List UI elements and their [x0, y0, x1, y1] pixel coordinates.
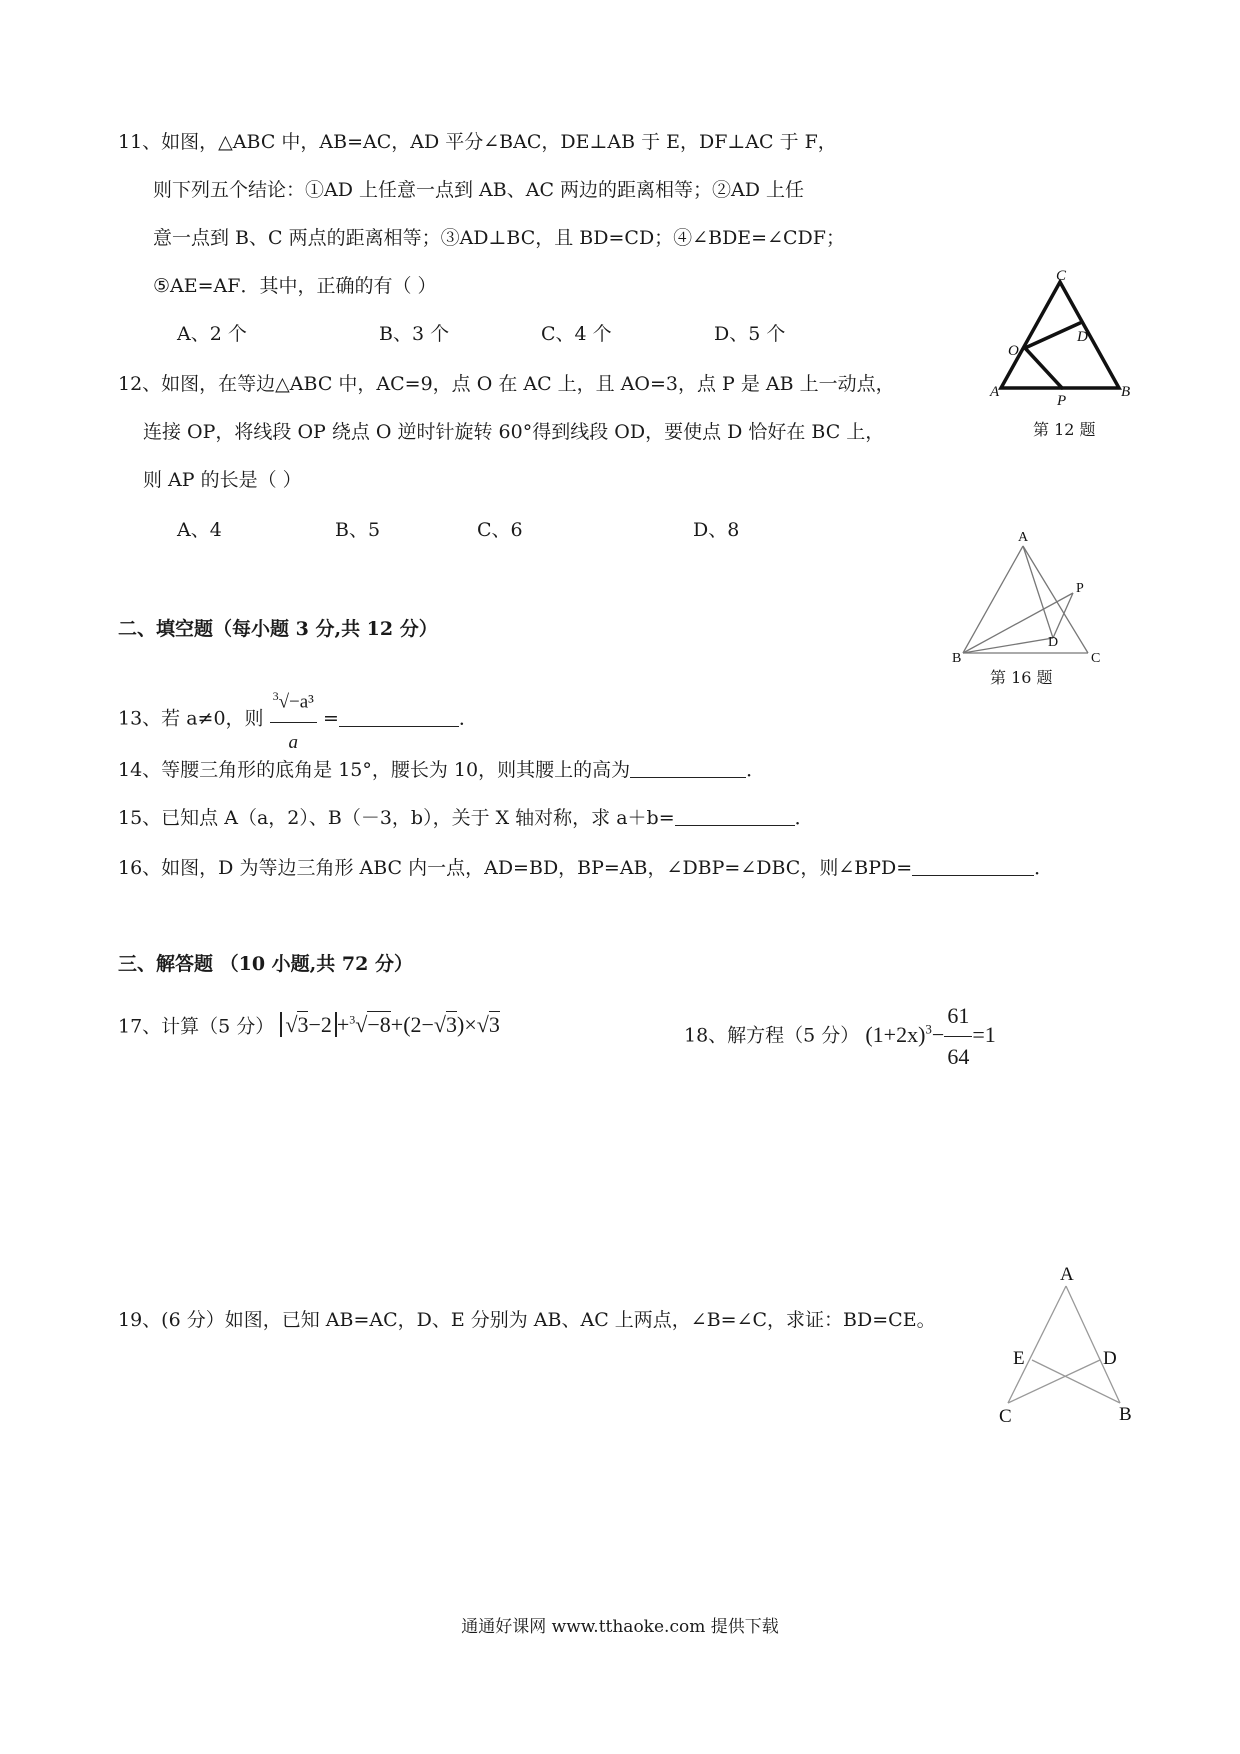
q12-option-a: A、4	[177, 519, 222, 541]
segment-ab	[1066, 1286, 1120, 1403]
q11-line4: ⑤AE=AF．其中，正确的有（ ）	[153, 275, 437, 297]
q11-option-a: A、2 个	[177, 323, 247, 345]
q12-option-d: D、8	[693, 519, 740, 541]
label-o: O	[1008, 343, 1019, 359]
q13-prefix: 13、若 a≠0，则	[118, 707, 264, 730]
label-c: C	[999, 1406, 1012, 1427]
label-a: A	[990, 384, 1000, 400]
q11-line2: 则下列五个结论：①AD 上任意一点到 AB、AC 两边的距离相等；②AD 上任	[153, 179, 805, 201]
q11-option-c: C、4 个	[541, 323, 612, 345]
q15: 15、已知点 A（a，2）、B（－3，b），关于 X 轴对称，求 a＋b= ．	[118, 807, 814, 829]
label-d: D	[1048, 635, 1059, 650]
figure-q19	[990, 1258, 1140, 1428]
label-p: P	[1057, 393, 1067, 408]
page-footer: 通通好课网 www.tthaoke.com 提供下载	[461, 1617, 779, 1637]
q14: 14、等腰三角形的底角是 15°，腰长为 10，则其腰上的高为 ．	[118, 759, 766, 781]
q11-line1: 11、如图，△ABC 中，AB=AC，AD 平分∠BAC，DE⊥AB 于 E，DF⊥AC 于 F，	[118, 131, 837, 153]
label-d: D	[1103, 1348, 1117, 1369]
q13-answer-blank	[339, 708, 459, 727]
section-2-title: 二、填空题（每小题 3 分,共 12 分）	[118, 618, 438, 640]
figure-q16-caption: 第 16 题	[990, 668, 1053, 687]
q12-line3: 则 AP 的长是（ ）	[143, 469, 302, 491]
q16: 16、如图，D 为等边三角形 ABC 内一点，AD=BD，BP=AB，∠DBP=∠DBC，则∠BPD= ．	[118, 857, 1054, 879]
q12-option-b: B、5	[335, 519, 381, 541]
section-3-title: 三、解答题 （10 小题,共 72 分）	[118, 953, 413, 975]
q18	[684, 996, 996, 1077]
q11-option-d: D、5 个	[714, 323, 786, 345]
label-c: C	[1056, 268, 1067, 284]
q15-answer-blank	[675, 807, 795, 826]
label-b: B	[1121, 384, 1131, 400]
label-d: D	[1077, 329, 1088, 345]
q13-denominator: a	[288, 732, 298, 754]
q18-label: 18、解方程（5 分）	[684, 1024, 860, 1047]
q13-numerator: $^3$√−a³	[270, 676, 317, 723]
q13-fraction	[270, 676, 317, 763]
label-c: C	[1091, 651, 1101, 666]
triangle-abc	[1001, 282, 1119, 388]
q12-option-c: C、6	[477, 519, 523, 541]
label-a: A	[1060, 1264, 1074, 1285]
figure-q12-caption: 第 12 题	[1033, 420, 1096, 439]
q12-line2: 连接 OP，将线段 OP 绕点 O 逆时针旋转 60°得到线段 OD，要使点 D 恰好在 BC 上，	[143, 421, 885, 443]
segment-ac	[1008, 1286, 1066, 1403]
label-b: B	[952, 651, 962, 666]
figure-q12	[985, 268, 1135, 408]
q11-line3: 意一点到 B、C 两点的距离相等；③AD⊥BC，且 BD=CD；④∠BDE=∠CDF；	[153, 227, 845, 249]
q11-option-b: B、3 个	[379, 323, 450, 345]
q14-answer-blank	[630, 759, 746, 778]
segment-ad	[1023, 546, 1053, 638]
label-a: A	[1018, 530, 1029, 545]
label-e: E	[1013, 1348, 1025, 1369]
q13: 13、若 a≠0，则 $\frac{^3√-a^3}{a}$ = ．	[118, 676, 478, 763]
q17	[118, 1004, 500, 1042]
label-b: B	[1119, 1404, 1132, 1425]
segment-op	[1025, 348, 1062, 388]
q19: 19、(6 分）如图，已知 AB=AC，D、E 分别为 AB、AC 上两点，∠B=∠C，求证：BD=CE。	[118, 1309, 936, 1331]
q18-equation: $(1+2x)^3-$ $\frac{61}{64}$ =1	[865, 1022, 995, 1047]
q16-answer-blank	[912, 857, 1034, 876]
q17-expression: √3−2 +$^3$√−8+(2−√3)×√3	[280, 1012, 499, 1037]
q12-line1: 12、如图，在等边△ABC 中，AC=9，点 O 在 AC 上，且 AO=3，点 P 是 AB 上一动点，	[118, 373, 895, 395]
q17-label: 17、计算（5 分）	[118, 1015, 275, 1038]
q13-equals: =	[322, 707, 339, 730]
label-p: P	[1076, 581, 1084, 596]
figure-q16	[950, 528, 1110, 668]
